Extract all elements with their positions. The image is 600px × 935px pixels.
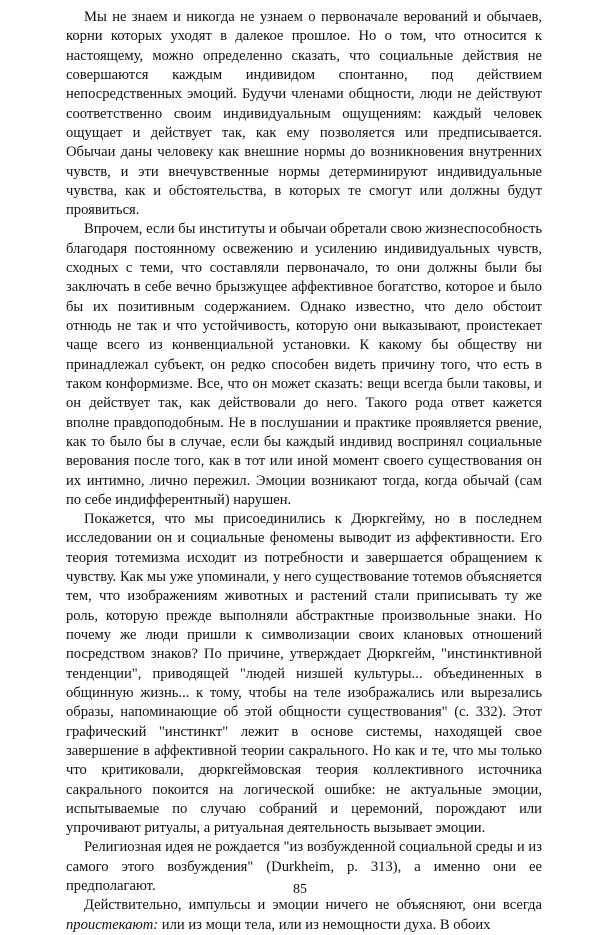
paragraph-2: Впрочем, если бы институты и обычаи обретали свою жизнеспособность благодаря постоянному освежению и усилению индивидуальных чувств, сходных с теми, что составляли первоначало, то они должны были бы заключать в себе вечно брызжущее аффективное богатство, которое и было бы их позитивным содержанием. Однако известно, что дело обстоит отнюдь не так и что устойчивость, которую они выказывают, проистекает чаще всего из конвенциальной установки. К какому бы обществу ни принадлежал субъект, он редко способен видеть причину того, что есть в таком конформизме. Все, что он может сказать: вещи всегда были таковы, и он действует так, как действовали до него. Такого рода ответ кажется вполне правдоподобным. Не в послушании и практике проявляется рвение, как то было бы в случае, если бы каждый индивид воспринял социальные верования после того, как в тот или иной момент своего существования он их интимно, лично пережил. Эмоции возникают тогда, когда обычай (сам по себе индифферентный) нарушен. — [66, 221, 542, 508]
paragraph-5-text-b: или из мощи тела, или из немощности духа. В обоих — [158, 916, 491, 933]
page-number: 85 — [293, 882, 307, 897]
page-body — [66, 8, 542, 935]
paragraph-5 — [66, 896, 542, 935]
paragraph-5-emphasis: проистекают: — [66, 916, 159, 933]
paragraph-4: Религиозная идея не рождается "из возбужденной социальной среды и из самого этого возбуждения" (Durkheim, p. 313), а именно они ее предполагают. — [66, 839, 542, 895]
paragraph-5-text-a: Действительно, импульсы и эмоции ничего не объясняют, они всегда — [84, 897, 542, 914]
paragraph-1: Мы не знаем и никогда не узнаем о первоначале верований и обычаев, корни которых уходят в далекое прошлое. Но о том, что относится к настоящему, можно определенно сказать, что социальные действия не совершаются каждым индивидом спонтанно, под действием непосредственных эмоций. Будучи членами общности, люди не действуют соответственно своим индивидуальным ощущениям: каждый человек ощущает и действует так, как ему позволяется или предписывается. Обычаи даны человеку как внешние нормы до возникновения внутренних чувств, и эти внечувственные нормы детерминируют индивидуальные чувства, как и обстоятельства, в которых те смогут или должны будут проявиться. — [66, 9, 542, 219]
paragraph-3: Покажется, что мы присоединились к Дюркгейму, но в последнем исследовании он и социальные феномены выводит из аффективности. Его теория тотемизма исходит из потребности и завершается обращением к чувству. Как мы уже упоминали, у него существование тотемов объясняется тем, что изображениям животных и растений стали приписывать ту же роль, которую прежде выполняли абстрактные произвольные знаки. Но почему же люди пришли к символизации своих клановых отношений посредством знаков? По причине, утверждает Дюркгейм, "инстинктивной тенденции", приводящей "людей низшей культуры... объединенных в общинную жизнь... к тому, чтобы на теле изображались или вырезались образы, напоминающие об этой общности существования" (с. 332). Этот графический "инстинкт" лежит в основе системы, находящей свое завершение в аффективной теории сакрального. Но как и те, что мы только что критиковали, дюркгеймовская теория коллективного источника сакрального покоится на логической ошибке: не актуальные эмоции, испытываемые по случаю собраний и церемоний, порождают или упрочивают ритуалы, а ритуальная деятельность вызывает эмоции. — [66, 511, 542, 837]
